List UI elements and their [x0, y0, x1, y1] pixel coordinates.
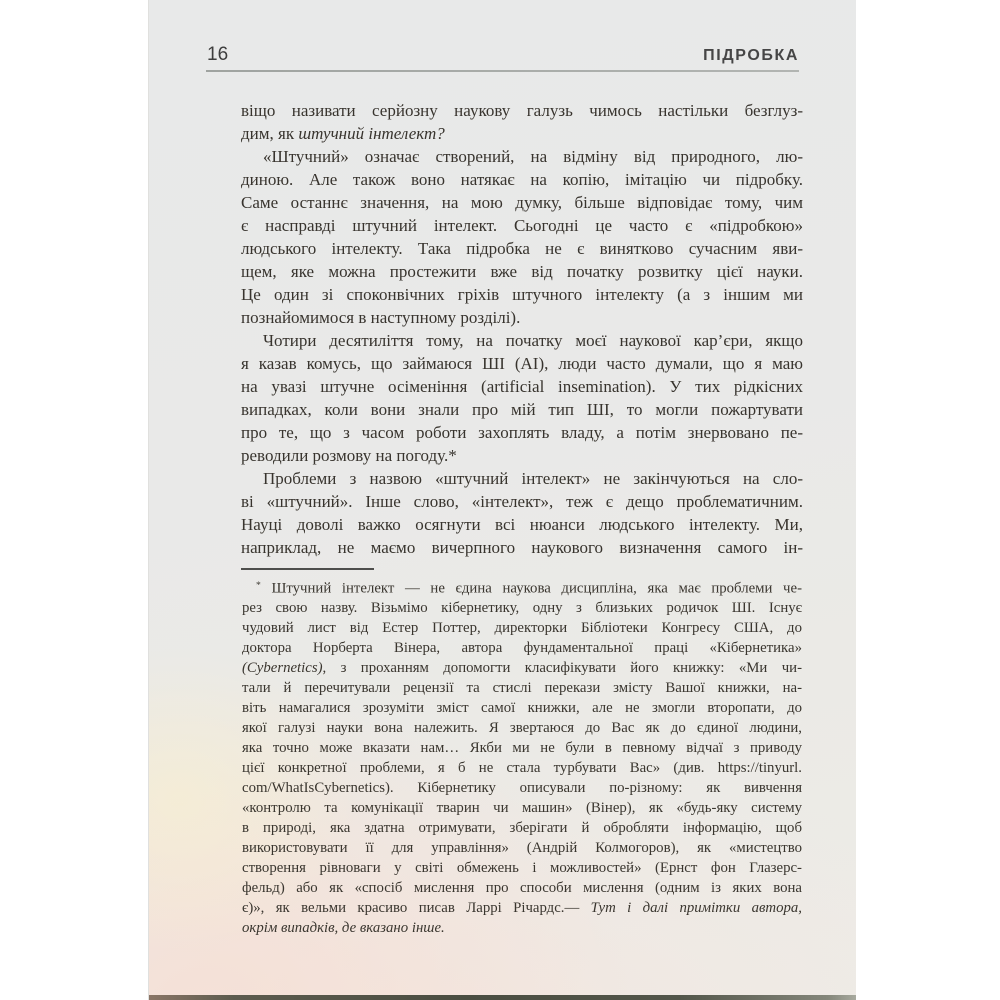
- page-number: 16: [207, 44, 229, 65]
- running-header-title: ПІДРОБКА: [703, 47, 799, 64]
- body-text: [241, 99, 803, 559]
- text-line: випадках, коли вони знали про мій тип ШІ, то могли пожартувати: [241, 400, 803, 419]
- text-line: людського інтелекту. Така підробка не є винятково сучасним яви-: [241, 239, 803, 258]
- text-line: створення рівноваги у світі обмежень і можливостей» (Ернст фон Глазерс-: [242, 860, 802, 877]
- text-line: фельд) або як «спосіб мислення про способи мислення (одним із яких вона: [242, 880, 802, 897]
- header-rule: [206, 70, 799, 72]
- text-line: на увазі штучне осіменіння (artificial insemination). У тих рідкісних: [241, 377, 803, 396]
- text-line: окрім випадків, де вказано інше.: [242, 920, 445, 937]
- text-line: якої галузі науки вона належить. Я звертаюся до Вас як до єдиної людини,: [242, 720, 802, 737]
- text-line: віщо називати серйозну наукову галузь чимось настільки безглуз-: [241, 101, 803, 120]
- book-page-photo: [148, 0, 856, 1000]
- text-line: «Штучний» означає створений, на відміну від природного, лю-: [263, 147, 803, 166]
- text-line: диною. Але також воно натякає на копію, імітацію чи підробку.: [241, 170, 803, 189]
- text-line: про те, що з часом роботи захоплять владу, а потім знервовано пе-: [241, 423, 803, 442]
- text-line: * Штучний інтелект — не єдина наукова дисципліна, яка має проблеми че-: [256, 580, 802, 597]
- text-line: дим, як штучний інтелект?: [241, 124, 445, 143]
- text-line: рез свою назву. Візьмімо кібернетику, одну з близьких родичок ШІ. Існує: [242, 600, 802, 617]
- text-line: Науці доволі важко осягнути всі нюанси людського інтелекту. Ми,: [241, 515, 803, 534]
- text-line: в природі, яка здатна отримувати, зберігати й обробляти інформацію, щоб: [242, 820, 802, 837]
- text-line: Чотири десятиліття тому, на початку моєї наукової кар’єри, якщо: [263, 331, 803, 350]
- text-line: com/WhatIsCybernetics). Кібернетику описували по-різному: як вивчення: [242, 780, 802, 797]
- text-line: Це один зі споконвічних гріхів штучного інтелекту (а з іншим ми: [241, 285, 803, 304]
- page-bottom-edge: [149, 995, 856, 1000]
- text-line: я казав комусь, що займаюся ШІ (AI), люди часто думали, що я маю: [241, 354, 803, 373]
- text-line: щем, яке можна простежити вже від початку розвитку цієї науки.: [241, 262, 803, 281]
- text-line: наприклад, не маємо вичерпного наукового визначення самого ін-: [241, 538, 803, 557]
- text-line: є)», як вельми красиво писав Ларрі Річардс.— Тут і далі примітки автора,: [242, 900, 803, 917]
- text-line: Саме останнє значення, на мою думку, більше відповідає тому, чим: [241, 193, 803, 212]
- text-line: цієї конкретної проблеми, я б не стала турбувати Вас» (див. https://tinyurl.: [242, 760, 802, 777]
- text-line: ві «штучний». Інше слово, «інтелект», теж є дещо проблематичним.: [241, 492, 803, 511]
- text-line: є насправді штучний інтелект. Сьогодні це часто є «підробкою»: [241, 216, 803, 235]
- footnote-text: [242, 576, 802, 938]
- text-line: використовувати її для управління» (Андрій Колмогоров), як «мистецтво: [242, 840, 802, 857]
- text-line: чудовий лист від Естер Поттер, директорки Бібліотеки Конгресу США, до: [242, 620, 802, 637]
- text-line: тали й перечитували рецензії та стислі перекази змісту Вашої книжки, на-: [242, 680, 802, 697]
- text-line: віть намагалися зрозуміти зміст самої книжки, але не змогли второпати, до: [242, 700, 802, 717]
- footnote-rule: [241, 568, 374, 570]
- text-line: яка точно може вказати нам… Якби ми не були в певному відчаї з приводу: [242, 740, 802, 757]
- text-line: реводили розмову на погоду.*: [241, 446, 457, 465]
- text-line: «контролю та комунікації тварин чи машин» (Вінер), як «будь-яку систему: [242, 800, 802, 817]
- text-line: Проблеми з назвою «штучний інтелект» не закінчуються на сло-: [263, 469, 803, 488]
- text-line: (Cybernetics), з проханням допомогти класифікувати його книжку: «Ми чи-: [242, 660, 802, 677]
- text-line: доктора Норберта Вінера, автора фундаментальної праці «Кібернетика»: [242, 640, 802, 657]
- text-line: познайомимося в наступному розділі).: [241, 308, 521, 327]
